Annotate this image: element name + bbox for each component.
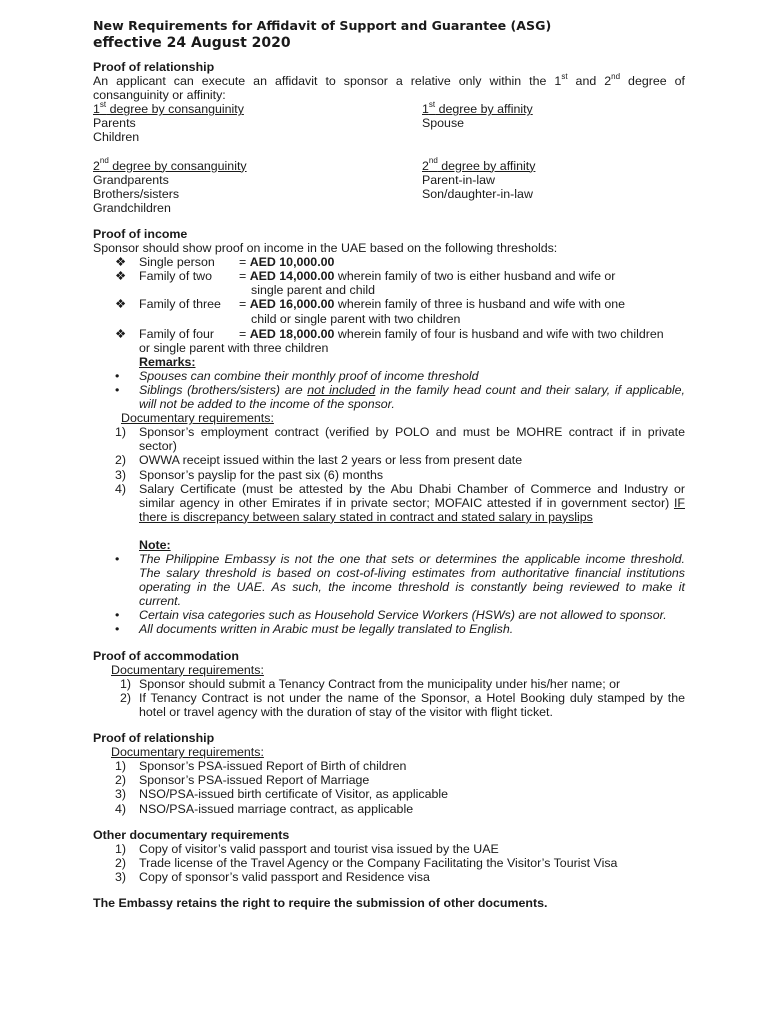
relationship-docs-heading: Documentary requirements: [111,745,264,760]
section-heading-accommodation: Proof of accommodation [93,648,239,663]
remark-item: • Siblings (brothers/sisters) are not included in the family head count and their salary, if applicable, will not be added to the income of the sponsor. [93,383,685,411]
second-degree-consanguinity [93,156,422,215]
diamond-bullet-icon: ❖ [115,326,127,341]
list-item: Grandchildren [93,200,171,215]
threshold-label: Single person [139,255,215,270]
remark-item: • Spouses can combine their monthly proof of income threshold [93,369,685,383]
bullet-dot-icon: • [115,608,120,623]
first-degree-consanguinity [93,102,422,144]
list-item: 1) Sponsor should submit a Tenancy Contract from the municipality under his/her name; or [120,676,621,691]
list-item: 1) Sponsor’s employment contract (verified by POLO and must be MOHRE contract if in private sector) [115,425,685,454]
first-degree-affinity-label: 1st degree by affinity [422,100,533,117]
first-degree-affinity [422,102,685,144]
threshold-label: Family of two [139,269,212,284]
accommodation-docs-heading: Documentary requirements: [111,662,264,677]
section-heading-income: Proof of income [93,226,188,241]
list-item: Spouse [422,116,465,131]
section-heading-relationship-docs: Proof of relationship [93,731,215,746]
threshold-value: = AED 18,000.00 wherein family of four is husband and wife with two children [239,326,664,341]
income-docs-heading: Documentary requirements: [121,411,274,426]
note-item: • The Philippine Embassy is not the one that sets or determines the applicable income threshold. The salary threshold is based on cost-of-living estimates from authoritative financial institutions operating in the UAE. As such, the income threshold is constantly being reviewed to make it current. [93,552,685,608]
threshold-value: = AED 10,000.00 [239,255,335,270]
second-degree-columns [93,156,685,215]
first-degree-consanguinity-label: 1st degree by consanguinity [93,100,244,117]
diamond-bullet-icon: ❖ [115,269,127,284]
list-item: Children [93,130,140,145]
threshold-continuation: single parent and child [251,283,375,298]
income-intro-text: Sponsor should show proof on income in the UAE based on the following thresholds: [93,241,558,256]
second-degree-consanguinity-label: 2nd degree by consanguinity [93,156,247,173]
threshold-continuation: or single parent with three children [139,340,329,355]
list-item: Grandparents [93,172,169,187]
section-heading-other: Other documentary requirements [93,827,290,842]
list-item: Parents [93,116,136,131]
threshold-value: = AED 14,000.00 wherein family of two is either husband and wife or [239,269,616,284]
note-item: • Certain visa categories such as Household Service Workers (HSWs) are not allowed to sponsor. [93,608,685,622]
diamond-bullet-icon: ❖ [115,255,127,270]
document-title: New Requirements for Affidavit of Support and Guarantee (ASG) [93,18,552,33]
list-item: Parent-in-law [422,172,495,187]
list-item: 2) If Tenancy Contract is not under the name of the Sponsor, a Hotel Booking duly stamped by the hotel or travel agency with the duration of stay of the visitor with flight ticket. [120,690,685,719]
list-item: 1) Sponsor’s PSA-issued Report of Birth of children [115,759,407,774]
remarks-heading: Remarks: [139,354,196,369]
relationship-intro-text: An applicant can execute an affidavit to sponsor a relative only within the 1st and 2nd degree of consanguinity or affinity: [93,71,685,103]
list-item: 3) NSO/PSA-issued birth certificate of Visitor, as applicable [115,787,448,802]
threshold-row-single [93,255,685,269]
bullet-dot-icon: • [115,382,120,397]
effective-date: effective 24 August 2020 [93,35,291,51]
diamond-bullet-icon: ❖ [115,297,127,312]
bullet-dot-icon: • [115,552,120,566]
list-item: Son/daughter-in-law [422,186,533,201]
bullet-dot-icon: • [115,368,120,383]
bullet-dot-icon: • [115,622,120,637]
threshold-value: = AED 16,000.00 wherein family of three is husband and wife with one [239,297,626,312]
threshold-label: Family of three [139,297,221,312]
embassy-statement: The Embassy retains the right to require the submission of other documents. [93,895,548,910]
list-item: 1) Copy of visitor’s valid passport and tourist visa issued by the UAE [115,841,499,856]
threshold-row-three [93,297,685,311]
first-degree-columns [93,102,685,144]
list-item: 4) Salary Certificate (must be attested by the Abu Dhabi Chamber of Commerce and Industry or similar agency in other Emirates if in private sector; MOFAIC attested if in government sector) IF there is discrepancy between salary stated in contract and stated salary in payslips [115,481,685,524]
threshold-row-four [93,327,685,341]
list-item: 4) NSO/PSA-issued marriage contract, as applicable [115,801,414,816]
section-heading-relationship: Proof of relationship [93,60,215,74]
threshold-row-two [93,269,685,283]
second-degree-affinity [422,156,685,215]
threshold-label: Family of four [139,326,215,341]
note-item: • All documents written in Arabic must be legally translated to English. [93,622,685,636]
list-item: 2) Trade license of the Travel Agency or the Company Facilitating the Visitor’s Tourist Visa [115,855,618,870]
list-item: 3) Sponsor’s payslip for the past six (6) months [115,467,384,482]
list-item: Brothers/sisters [93,186,180,201]
list-item: 2) OWWA receipt issued within the last 2 years or less from present date [115,453,523,468]
note-heading: Note: [139,537,171,552]
list-item: 2) Sponsor’s PSA-issued Report of Marriage [115,773,370,788]
list-item: 3) Copy of sponsor’s valid passport and Residence visa [115,869,430,884]
second-degree-affinity-label: 2nd degree by affinity [422,156,536,173]
threshold-continuation: child or single parent with two children [251,311,461,326]
